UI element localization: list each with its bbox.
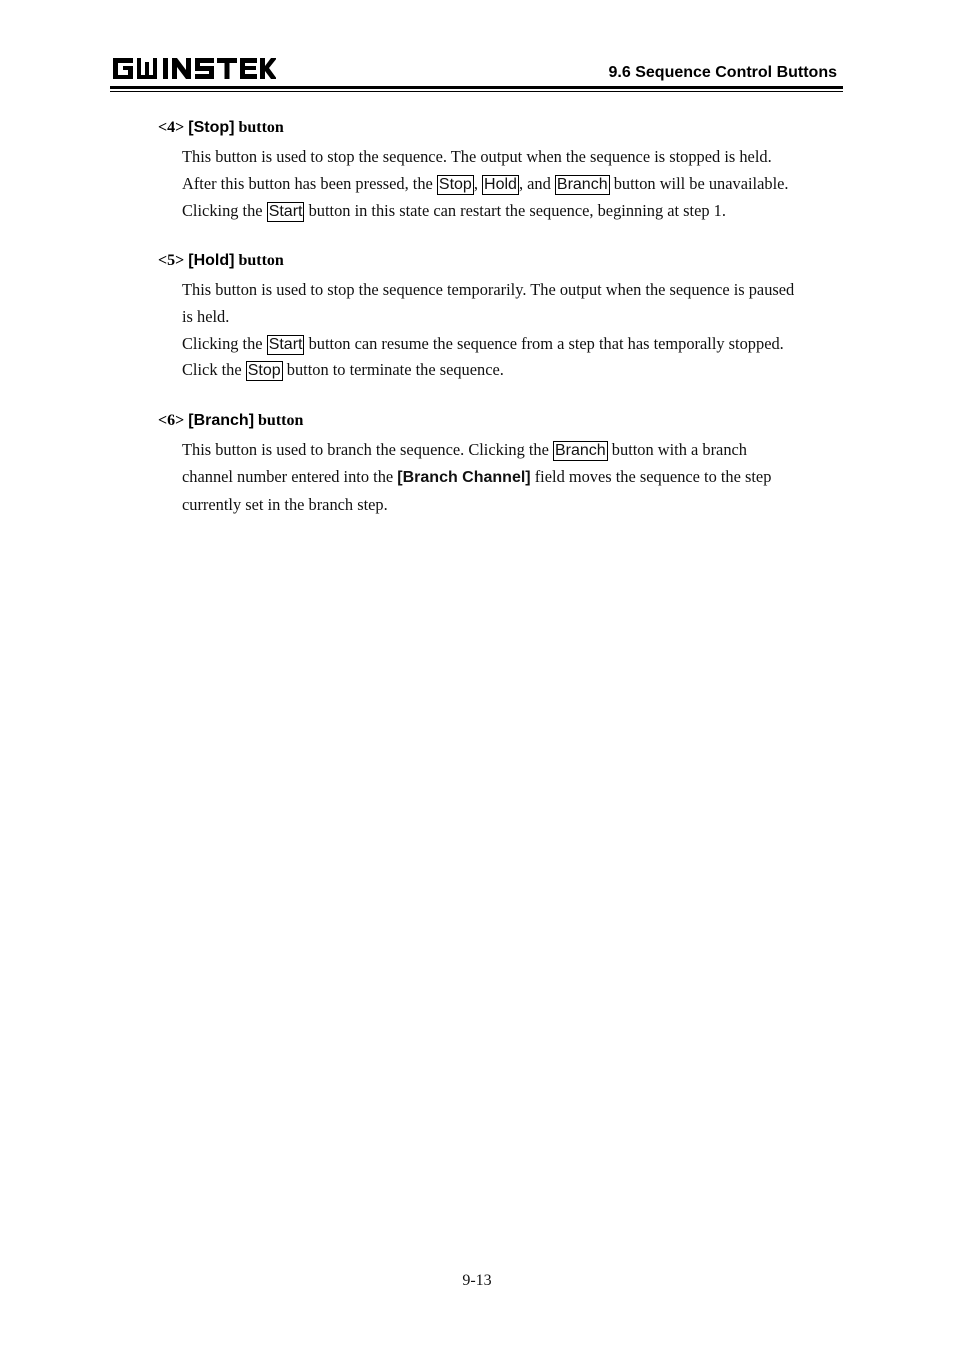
section-button-name: [Stop] [188,119,235,136]
body-line: Click the Stop button to terminate the sequence. [182,360,504,380]
start-button-ref: Start [268,202,303,220]
section-button-name: [Hold] [188,252,235,269]
page-number: 9-13 [462,1272,492,1289]
section-body [182,437,848,518]
body-line: This button is used to stop the sequence temporarily. The output when the sequence is paused [182,280,795,299]
hold-button-ref: Hold [484,175,517,193]
section-number: <5> [158,252,185,269]
body-line: After this button has been pressed, the Stop , Hold , and Branch button will be unavailable. [182,173,789,193]
section-number: <6> [158,412,185,429]
branch-channel-field-ref: [Branch Channel] [397,468,531,486]
section-button-name: [Branch] [188,412,255,429]
header-section-title: 9.6 Sequence Control Buttons [608,64,837,81]
body-line: currently set in the branch step. [182,494,388,514]
section-body [182,144,848,224]
section-heading [158,251,848,271]
section-suffix: button [238,119,284,136]
section-stop-button [158,118,848,224]
stop-button-ref: Stop [438,175,472,193]
body-line: Clicking the Start button in this state can restart the sequence, beginning at step 1. [182,200,726,220]
body-line: This button is used to stop the sequence. The output when the sequence is stopped is held. [182,147,772,166]
section-heading [158,411,848,431]
stop-button-ref: Stop [247,362,281,380]
branch-button-ref: Branch [556,175,608,193]
gw-instek-logo [111,54,276,84]
section-body [182,277,848,384]
body-line: This button is used to branch the sequence. Clicking the Branch button with a branch [182,440,747,459]
section-hold-button [158,251,848,384]
section-branch-button [158,411,848,518]
section-suffix: button [238,252,284,269]
section-number: <4> [158,119,185,136]
header-rule-thick [110,86,843,89]
body-line: is held. [182,306,230,326]
header-rule-thin [110,91,843,92]
branch-button-ref: Branch [555,442,606,459]
body-line: Clicking the Start button can resume the sequence from a step that has temporally stopped. [182,333,784,353]
body-line: channel number entered into the [Branch Channel] field moves the sequence to the step [182,466,772,486]
section-suffix: button [258,412,304,429]
start-button-ref: Start [268,335,303,353]
section-heading [158,118,848,138]
